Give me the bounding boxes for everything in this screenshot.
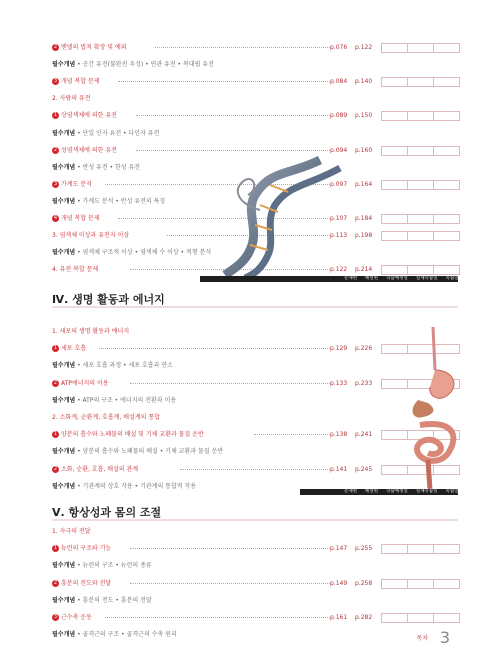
toc-row[interactable] [52, 42, 458, 53]
date-box[interactable] [381, 430, 408, 440]
toc-entry [52, 179, 92, 190]
item-number-badge: 1 [53, 545, 58, 552]
date-box[interactable] [407, 180, 434, 190]
footer-nav-label[interactable]: 목차 [416, 635, 428, 642]
dot-leader [180, 469, 330, 470]
item-number-badge: 1 [53, 112, 58, 119]
toc-item-title[interactable]: 개념 복합 문제 [61, 78, 100, 86]
solution-page[interactable]: p.241 [355, 431, 373, 439]
must-concept-label: 필수개념 [52, 631, 76, 639]
toc-entry [52, 378, 109, 389]
must-concept-label: 필수개념 [52, 448, 76, 456]
problem-page[interactable]: p.113 [330, 232, 348, 240]
must-concept-items: • 가계도 분석 • 반성 유전의 특징 [75, 197, 166, 205]
dot-leader [155, 47, 330, 48]
toc-item-title[interactable]: 상염색체에 의한 유전 [61, 112, 117, 120]
toc-entry [52, 76, 100, 87]
dot-leader [254, 434, 330, 435]
date-box[interactable] [433, 579, 460, 589]
header-label: 해설편 [365, 276, 379, 281]
problem-page[interactable]: p.138 [330, 431, 348, 439]
must-concept-items: • 반성 유전 • 한성 유전 [75, 163, 141, 171]
date-box[interactable] [381, 544, 408, 554]
must-concept-items: • 양분의 흡수와 노폐물의 배설 • 기체 교환과 물질 운반 [75, 448, 224, 456]
date-box[interactable] [381, 214, 408, 224]
toc-item-title[interactable]: ATP에너지의 이용 [61, 379, 109, 387]
header-label: 실제학습일 [415, 276, 438, 281]
solution-page[interactable]: p.184 [355, 215, 373, 222]
toc-row [52, 629, 458, 640]
toc-entry [52, 629, 177, 640]
toc-entry [52, 326, 129, 337]
toc-row [52, 595, 458, 606]
toc-row[interactable] [52, 578, 458, 589]
date-box[interactable] [407, 265, 434, 275]
header-labels-2 [344, 489, 467, 495]
problem-page[interactable]: p.107 [330, 215, 348, 222]
divider [52, 519, 458, 521]
solution-page[interactable]: p.214 [355, 266, 373, 274]
digestive-system-illustration [408, 325, 463, 495]
must-concept-items: • 공간 유전(불완전 우성) • 연관 유전 • 복대립 유전 [75, 61, 214, 69]
toc-entry [52, 42, 127, 53]
toc-item-title[interactable]: 성염색체에 의한 유전 [61, 146, 117, 154]
item-number-badge: 2 [53, 579, 58, 586]
date-box[interactable] [407, 613, 434, 623]
toc-entry [52, 128, 159, 139]
must-concept-items: • 염색체 구조적 이상 • 염색체 수 이상 • 적형 분석 [75, 249, 212, 257]
study-date-boxes[interactable] [382, 613, 460, 623]
toc-row[interactable] [52, 343, 458, 354]
dot-leader [130, 383, 330, 384]
header-label: 복습일 [445, 489, 459, 494]
date-box[interactable] [407, 579, 434, 589]
solution-page[interactable]: p.164 [355, 180, 373, 188]
toc-entry [52, 395, 176, 406]
study-date-boxes[interactable] [382, 146, 460, 156]
dna-illustration [200, 150, 350, 280]
problem-page[interactable]: p.161 [330, 614, 348, 621]
toc-row[interactable] [52, 612, 458, 623]
item-number-badge: 1 [53, 431, 58, 438]
toc-item-title[interactable]: 양분의 흡수와 노폐물의 배설 및 기체 교환과 물질 운반 [61, 431, 204, 439]
must-concept-items: • 기관계의 상호 작용 • 기관계의 통합적 작용 [75, 482, 197, 490]
dot-leader [99, 348, 330, 349]
toc-entry [52, 543, 111, 554]
toc-item-title[interactable]: 근수축 운동 [61, 614, 92, 621]
toc-item-title[interactable]: 멘델의 법칙 확장 및 예외 [61, 44, 127, 51]
solution-page[interactable]: p.122 [355, 44, 373, 51]
toc-row[interactable] [52, 378, 458, 389]
date-box[interactable] [433, 544, 460, 554]
toc-entry [52, 429, 204, 440]
study-date-boxes[interactable] [382, 180, 460, 190]
date-box[interactable] [433, 231, 460, 241]
toc-row[interactable] [52, 526, 458, 537]
must-concept-label: 필수개념 [52, 362, 76, 370]
toc-item-title[interactable]: 흥분의 전도와 전달 [61, 579, 112, 587]
solution-page[interactable]: p.258 [355, 579, 373, 587]
date-box[interactable] [433, 214, 460, 224]
toc-row[interactable] [52, 464, 458, 475]
item-number-badge: 3 [53, 614, 58, 620]
date-box[interactable] [381, 379, 408, 389]
toc-entry [52, 230, 129, 241]
toc-item-title[interactable]: 가계도 분석 [61, 180, 92, 188]
toc-row [52, 446, 458, 457]
must-concept-items: • 골격근의 구조 • 골격근의 수축 원리 [75, 631, 177, 639]
study-date-boxes[interactable] [382, 544, 460, 554]
toc-entry [52, 145, 117, 156]
toc-row [52, 560, 458, 571]
item-number-badge: 3 [53, 78, 58, 85]
header-labels-1 [344, 276, 467, 282]
toc-section-title[interactable]: 1. 세포의 생명 활동과 에너지 [52, 328, 130, 335]
chapter-title-4: Ⅳ. 생명 활동과 에너지 [52, 293, 165, 306]
must-concept-items: • 뉴런의 구조 • 뉴런의 종류 [75, 562, 152, 570]
toc-entry [52, 464, 138, 475]
date-box[interactable] [433, 613, 460, 623]
date-box[interactable] [407, 77, 434, 87]
must-concept-label: 필수개념 [52, 596, 76, 604]
toc-row[interactable] [52, 76, 458, 87]
toc-section-title[interactable]: 2. 사람의 유전 [52, 95, 91, 103]
solution-page[interactable]: p.255 [355, 545, 373, 553]
date-box[interactable] [433, 146, 460, 156]
toc-entry [52, 578, 111, 589]
must-concept-items: • 흥분의 전도 • 흥분의 전달 [75, 596, 152, 604]
item-number-badge: 2 [53, 465, 58, 472]
date-box[interactable] [407, 146, 434, 156]
toc-row [52, 360, 458, 371]
item-number-badge: 1 [53, 345, 58, 352]
date-box[interactable] [407, 214, 434, 224]
item-number-badge: 2 [53, 379, 58, 386]
date-box[interactable] [433, 265, 460, 275]
dot-leader [105, 617, 330, 618]
toc-item-title[interactable]: 소화, 순환, 호흡, 배설의 관계 [61, 465, 139, 473]
solution-page[interactable]: p.245 [355, 465, 373, 473]
toc-entry [52, 213, 100, 224]
study-date-boxes[interactable] [382, 579, 460, 589]
solution-page[interactable]: p.150 [355, 112, 373, 120]
solution-page[interactable]: p.140 [355, 78, 373, 86]
problem-page[interactable]: p.149 [330, 579, 348, 587]
toc-entry [52, 595, 152, 606]
header-label: 해설편 [365, 489, 379, 494]
must-concept-label: 필수개념 [52, 562, 76, 570]
item-number-badge: 2 [53, 44, 58, 50]
item-number-badge: 4 [53, 215, 58, 221]
toc-row [52, 128, 458, 139]
toc-entry [52, 264, 98, 275]
dot-leader [130, 548, 330, 549]
chapter-title-5: Ⅴ. 항상성과 몸의 조절 [52, 506, 162, 519]
toc-row[interactable] [52, 93, 458, 104]
toc-item-title[interactable]: 개념 복합 문제 [61, 215, 100, 222]
item-number-badge: 3 [53, 180, 58, 187]
date-box[interactable] [433, 43, 460, 53]
must-concept-label: 필수개념 [52, 249, 76, 257]
toc-row [52, 395, 458, 406]
solution-page[interactable]: p.233 [355, 379, 373, 387]
toc-entry [52, 412, 160, 423]
toc-entry [52, 481, 196, 492]
toc-section-title[interactable]: 3. 염색체 이상과 유전자 이상 [52, 232, 130, 240]
date-box[interactable] [381, 344, 408, 354]
dot-leader [130, 583, 330, 584]
toc-entry [52, 343, 86, 354]
date-box[interactable] [381, 111, 408, 121]
date-box[interactable] [381, 265, 408, 275]
problem-page[interactable]: p.084 [330, 78, 348, 86]
toc-entry [52, 446, 223, 457]
toc-section-title[interactable]: 1. 자극의 전달 [52, 528, 91, 535]
toc-section-title[interactable]: 4. 유전 복합 문제 [52, 266, 99, 274]
divider [52, 306, 458, 308]
toc-row[interactable] [52, 326, 458, 337]
toc-entry [52, 360, 173, 371]
study-date-boxes[interactable] [382, 265, 460, 275]
dot-leader [118, 81, 330, 82]
toc-row[interactable] [52, 110, 458, 121]
must-concept-label: 필수개념 [52, 61, 76, 69]
problem-page[interactable]: p.122 [330, 266, 348, 274]
date-box[interactable] [381, 180, 408, 190]
toc-entry [52, 247, 211, 258]
study-date-boxes[interactable] [382, 214, 460, 224]
toc-entry [52, 560, 152, 571]
toc-entry [52, 526, 91, 537]
problem-page[interactable]: p.133 [330, 379, 348, 387]
page-number: 3 [439, 628, 450, 647]
date-box[interactable] [381, 43, 408, 53]
solution-page[interactable]: p.226 [355, 345, 373, 353]
date-box[interactable] [381, 146, 408, 156]
toc-entry [52, 59, 214, 70]
problem-page[interactable]: p.076 [330, 44, 348, 51]
study-date-boxes[interactable] [382, 43, 460, 53]
toc-entry [52, 196, 165, 207]
study-date-boxes[interactable] [382, 77, 460, 87]
must-concept-label: 필수개념 [52, 129, 76, 137]
solution-page[interactable]: p.160 [355, 146, 373, 154]
must-concept-items: • ATP의 구조 • 에너지의 전환과 이용 [75, 396, 177, 404]
date-box[interactable] [407, 231, 434, 241]
problem-page[interactable]: p.097 [330, 180, 348, 188]
header-label: 복습일 [445, 276, 459, 281]
date-box[interactable] [381, 579, 408, 589]
date-box[interactable] [407, 544, 434, 554]
toc-entry [52, 110, 117, 121]
toc-entry [52, 93, 91, 104]
must-concept-label: 필수개념 [52, 197, 76, 205]
date-box[interactable] [381, 465, 408, 475]
toc-row[interactable] [52, 543, 458, 554]
solution-page[interactable]: p.282 [355, 614, 373, 621]
date-box[interactable] [433, 180, 460, 190]
must-concept-items: • 단일 인자 유전 • 다인자 유전 [75, 129, 160, 137]
solution-page[interactable]: p.198 [355, 232, 373, 240]
must-concept-items: • 세포 호흡 과정 • 세포 호흡과 연소 [75, 362, 173, 370]
study-date-boxes[interactable] [382, 231, 460, 241]
header-label: 학습예정일 [386, 276, 408, 281]
toc-row[interactable] [52, 412, 458, 423]
must-concept-label: 필수개념 [52, 396, 76, 404]
must-concept-label: 필수개념 [52, 163, 76, 171]
problem-page[interactable]: p.094 [330, 146, 348, 154]
date-box[interactable] [407, 111, 434, 121]
date-box[interactable] [381, 613, 408, 623]
problem-page[interactable]: p.129 [330, 345, 348, 353]
header-label: 문제편 [344, 276, 358, 281]
toc-row[interactable] [52, 429, 458, 440]
header-label: 실제학습일 [415, 489, 438, 494]
study-date-boxes[interactable] [382, 111, 460, 121]
toc-row [52, 59, 458, 70]
header-label: 문제편 [344, 489, 358, 494]
item-number-badge: 2 [53, 146, 58, 153]
problem-page[interactable]: p.147 [330, 545, 348, 553]
toc-entry [52, 612, 92, 623]
problem-page[interactable]: p.089 [330, 112, 348, 120]
must-concept-label: 필수개념 [52, 482, 76, 490]
date-box[interactable] [407, 43, 434, 53]
date-box[interactable] [433, 77, 460, 87]
toc-item-title[interactable]: 세포 호흡 [61, 345, 87, 353]
date-box[interactable] [433, 111, 460, 121]
date-box[interactable] [381, 77, 408, 87]
toc-entry [52, 162, 140, 173]
date-box[interactable] [381, 231, 408, 241]
dot-leader [136, 115, 330, 116]
problem-page[interactable]: p.141 [330, 465, 348, 473]
toc-section-title[interactable]: 2. 소화계, 순환계, 호흡계, 배설계의 통합 [52, 414, 160, 421]
header-label: 학습예정일 [386, 489, 408, 494]
toc-item-title[interactable]: 뉴런의 구조와 기능 [61, 545, 112, 553]
